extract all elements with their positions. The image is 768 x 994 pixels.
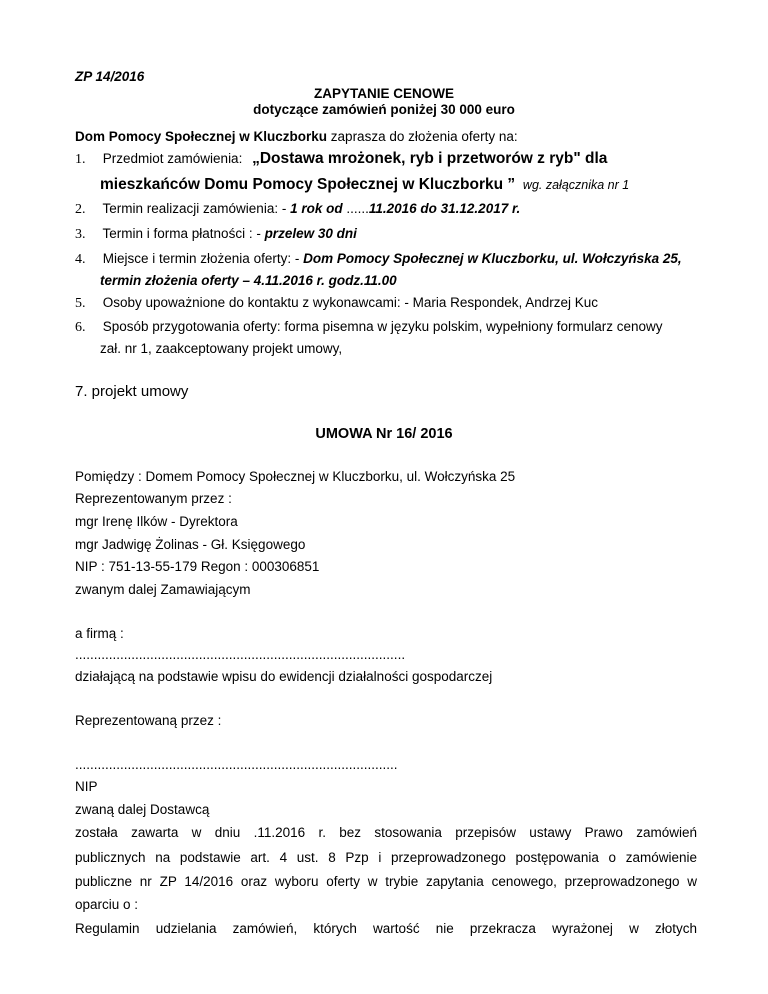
doc-title: ZAPYTANIE CENOWE	[313, 86, 454, 101]
item-4-label: Miejsce i termin złożenia oferty: -	[102, 251, 304, 266]
item-2-bold1: 1 rok od	[290, 201, 343, 216]
item-2	[75, 201, 520, 219]
contract-para-line-4: oparciu o :	[75, 897, 139, 912]
item-5-text: Osoby upoważnione do kontaktu z wykonawcami: - Maria Respondek, Andrzej Kuc	[102, 295, 599, 310]
item-4-bold2: termin złożenia oferty – 4.11.2016 r. godz.11.00	[100, 273, 397, 288]
item-1-number: 1.	[75, 152, 86, 167]
item-1-cont	[100, 176, 629, 195]
contract-supplier-nip: NIP	[75, 779, 98, 794]
item-3	[75, 226, 357, 244]
item-1-subject-cont: mieszkańców Domu Pomocy Społecznej w Kluczborku ”	[100, 176, 516, 193]
contract-ordering-party: zwanym dalej Zamawiającym	[75, 582, 251, 597]
item-1-label: Przedmiot zamówienia:	[102, 151, 243, 166]
intro-org: Dom Pomocy Społecznej w Kluczborku	[75, 129, 328, 144]
contract-title: UMOWA Nr 16/ 2016	[315, 426, 453, 442]
contract-director: mgr Irenę Ilków - Dyrektora	[75, 514, 238, 529]
item-1	[75, 150, 607, 169]
contract-representative-blank: ......................................................................................	[75, 757, 398, 772]
intro-line	[75, 129, 518, 145]
contract-accountant: mgr Jadwigę Żolinas - Gł. Księgowego	[75, 537, 306, 552]
item-5	[75, 295, 598, 313]
item-2-label: Termin realizacji zamówienia: -	[102, 201, 291, 216]
contract-represented-by: Reprezentowanym przez :	[75, 491, 232, 506]
contract-para-line-5: Regulamin udzielania zamówień, których wartość nie przekracza wyrażonej w złotych	[75, 921, 697, 936]
contract-para-line-1: została zawarta w dniu .11.2016 r. bez stosowania przepisów ustawy Prawo zamówień	[75, 825, 697, 840]
item-1-note: wg. załącznika nr 1	[522, 178, 630, 192]
item-2-number: 2.	[75, 202, 86, 217]
item-7: 7. projekt umowy	[75, 383, 189, 400]
doc-ref: ZP 14/2016	[75, 69, 145, 84]
item-4-bold1: Dom Pomocy Społecznej w Kluczborku, ul. Wołczyńska 25,	[303, 251, 682, 266]
contract-para-line-3: publiczne nr ZP 14/2016 oraz wyboru oferty w trybie zapytania cenowego, przeprowadzonego w	[75, 874, 697, 889]
contract-parties: Pomiędzy : Domem Pomocy Społecznej w Kluczborku, ul. Wołczyńska 25	[75, 469, 516, 484]
contract-para-line-2: publicznych na podstawie art. 4 ust. 8 Pzp i przeprowadzonego postępowania o zamówienie	[75, 850, 697, 865]
item-2-bold2: 11.2016 do 31.12.2017 r.	[368, 201, 521, 216]
item-6-text1: Sposób przygotowania oferty: forma pisemna w języku polskim, wypełniony formularz cenowy	[102, 319, 663, 334]
item-3-number: 3.	[75, 227, 86, 242]
item-6	[75, 319, 663, 337]
item-4-number: 4.	[75, 252, 86, 267]
item-5-number: 5.	[75, 296, 86, 311]
contract-nip-regon: NIP : 751-13-55-179 Regon : 000306851	[75, 559, 320, 574]
item-2-mid: ......	[342, 201, 369, 216]
item-1-subject: „Dostawa mrożonek, ryb i przetworów z ryb" dla	[252, 150, 608, 167]
contract-supplier-label: zwaną dalej Dostawcą	[75, 802, 210, 817]
doc-subtitle: dotyczące zamówień poniżej 30 000 euro	[253, 102, 515, 117]
intro-text: zaprasza do złożenia oferty na:	[327, 129, 518, 144]
item-6-text2: zał. nr 1, zaakceptowany projekt umowy,	[100, 341, 343, 356]
contract-firm-label: a firmą :	[75, 626, 124, 641]
contract-firm-represented-by: Reprezentowaną przez :	[75, 713, 222, 728]
item-3-label: Termin i forma płatności : -	[102, 226, 265, 241]
item-4	[75, 251, 682, 269]
item-3-bold: przelew 30 dni	[264, 226, 357, 241]
contract-firm-blank: ........................................................................................	[75, 647, 406, 662]
item-6-number: 6.	[75, 320, 86, 335]
contract-firm-basis: działającą na podstawie wpisu do ewidencji działalności gospodarczej	[75, 669, 493, 684]
